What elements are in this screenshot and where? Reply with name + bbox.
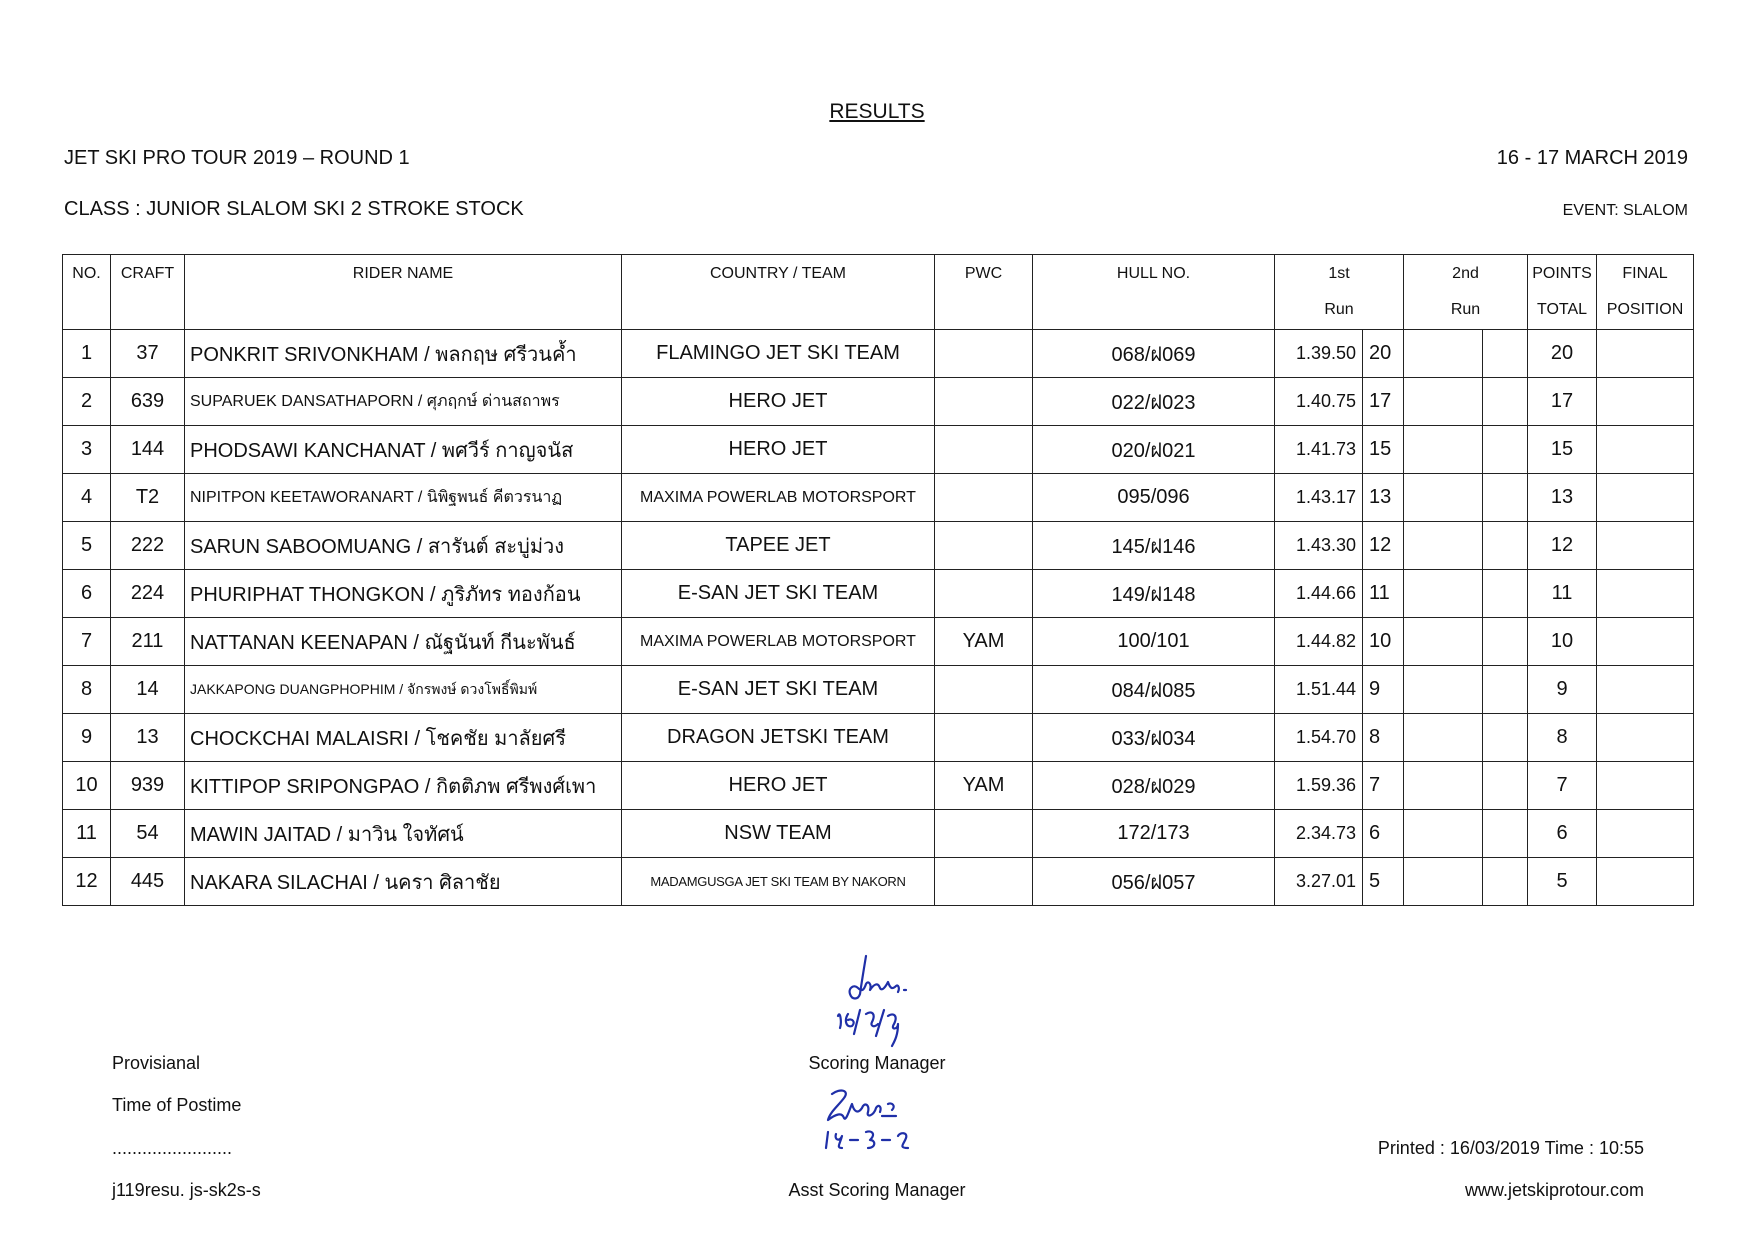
second-run-points [1483,474,1528,522]
country-team: NSW TEAM [622,810,935,858]
header-rider-name: RIDER NAME [185,255,622,330]
printed-timestamp: Printed : 16/03/2019 Time : 10:55 [1377,1138,1644,1158]
row-number: 1 [63,330,111,378]
rider-name: NIPITPON KEETAWORANART / นิพิฐพนธ์ คีตวรนาฏ [185,474,622,522]
pwc [935,330,1033,378]
second-run-points [1483,762,1528,810]
first-run-points: 12 [1363,522,1404,570]
pwc [935,426,1033,474]
points-total: 8 [1528,714,1597,762]
first-run-points: 15 [1363,426,1404,474]
table-row [63,522,1694,570]
craft-number: 211 [111,618,185,666]
first-run-time: 1.44.66 [1275,570,1363,618]
first-run-points: 9 [1363,666,1404,714]
second-run-points [1483,618,1528,666]
header-no: NO. [63,255,111,330]
rider-name: NAKARA SILACHAI / นครา ศิลาชัย [185,858,622,906]
scoring-manager-signature [818,950,928,1050]
header-country-team: COUNTRY / TEAM [622,255,935,330]
second-run-time [1404,810,1483,858]
second-run-points [1483,810,1528,858]
country-team: E-SAN JET SKI TEAM [622,570,935,618]
final-position [1597,762,1694,810]
rider-name: PHURIPHAT THONGKON / ภูริภัทร ทองก้อน [185,570,622,618]
hull-number: 033/ฝ034 [1033,714,1275,762]
table-row [63,330,1694,378]
table-row [63,810,1694,858]
rider-name: CHOCKCHAI MALAISRI / โชคชัย มาลัยศรี [185,714,622,762]
final-position [1597,810,1694,858]
row-number: 12 [63,858,111,906]
table-row [63,474,1694,522]
table-row [63,714,1694,762]
first-run-points: 13 [1363,474,1404,522]
rider-name: PHODSAWI KANCHANAT / พศวีร์ กาญจนัส [185,426,622,474]
first-run-time: 1.41.73 [1275,426,1363,474]
first-run-time: 1.39.50 [1275,330,1363,378]
points-total: 15 [1528,426,1597,474]
second-run-points [1483,714,1528,762]
final-position [1597,378,1694,426]
final-position [1597,330,1694,378]
table-row [63,570,1694,618]
row-number: 5 [63,522,111,570]
class-label: CLASS : JUNIOR SLALOM SKI 2 STROKE STOCK [64,198,524,220]
header-hull-no: HULL NO. [1033,255,1275,330]
row-number: 2 [63,378,111,426]
first-run-points: 5 [1363,858,1404,906]
first-run-time: 1.43.30 [1275,522,1363,570]
table-row [63,666,1694,714]
country-team: MAXIMA POWERLAB MOTORSPORT [622,618,935,666]
craft-number: 54 [111,810,185,858]
country-team: MAXIMA POWERLAB MOTORSPORT [622,474,935,522]
page-title: RESULTS [829,100,925,123]
final-position [1597,618,1694,666]
country-team: HERO JET [622,426,935,474]
craft-number: 37 [111,330,185,378]
pwc [935,522,1033,570]
final-position [1597,858,1694,906]
country-team: MADAMGUSGA JET SKI TEAM BY NAKORN [622,858,935,906]
craft-number: 224 [111,570,185,618]
table-row [63,426,1694,474]
second-run-points [1483,666,1528,714]
first-run-time: 3.27.01 [1275,858,1363,906]
points-total: 5 [1528,858,1597,906]
pwc [935,666,1033,714]
pwc [935,858,1033,906]
points-total: 9 [1528,666,1597,714]
second-run-time [1404,858,1483,906]
first-run-points: 8 [1363,714,1404,762]
points-total: 20 [1528,330,1597,378]
event-type: EVENT: SLALOM [1562,202,1688,219]
row-number: 3 [63,426,111,474]
country-team: E-SAN JET SKI TEAM [622,666,935,714]
pwc [935,810,1033,858]
final-position [1597,666,1694,714]
final-position [1597,714,1694,762]
rider-name: MAWIN JAITAD / มาวิน ใจทัศน์ [185,810,622,858]
country-team: TAPEE JET [622,522,935,570]
country-team: HERO JET [622,378,935,426]
hull-number: 145/ฝ146 [1033,522,1275,570]
first-run-time: 1.43.17 [1275,474,1363,522]
country-team: DRAGON JETSKI TEAM [622,714,935,762]
pwc [935,474,1033,522]
pwc: YAM [935,762,1033,810]
table-row [63,618,1694,666]
first-run-time: 1.54.70 [1275,714,1363,762]
row-number: 10 [63,762,111,810]
points-total: 13 [1528,474,1597,522]
event-name: JET SKI PRO TOUR 2019 – ROUND 1 [64,147,410,169]
row-number: 7 [63,618,111,666]
header-row [63,255,1694,330]
second-run-points [1483,330,1528,378]
final-position [1597,474,1694,522]
second-run-time [1404,378,1483,426]
hull-number: 084/ฝ085 [1033,666,1275,714]
second-run-points [1483,378,1528,426]
header-second-run: 2nd Run [1404,255,1528,330]
row-number: 9 [63,714,111,762]
pwc: YAM [935,618,1033,666]
first-run-points: 10 [1363,618,1404,666]
points-total: 11 [1528,570,1597,618]
country-team: HERO JET [622,762,935,810]
results-table [62,254,1694,906]
hull-number: 068/ฝ069 [1033,330,1275,378]
first-run-time: 1.44.82 [1275,618,1363,666]
row-number: 6 [63,570,111,618]
event-date: 16 - 17 MARCH 2019 [1496,147,1688,169]
points-total: 17 [1528,378,1597,426]
first-run-points: 17 [1363,378,1404,426]
country-team: FLAMINGO JET SKI TEAM [622,330,935,378]
craft-number: 639 [111,378,185,426]
first-run-time: 1.40.75 [1275,378,1363,426]
website-link[interactable]: www.jetskiprotour.com [1464,1180,1644,1200]
final-position [1597,570,1694,618]
hull-number: 022/ฝ023 [1033,378,1275,426]
header-first-run: 1st Run [1275,255,1404,330]
second-run-points [1483,522,1528,570]
asst-scoring-manager-label: Asst Scoring Manager [788,1180,966,1200]
second-run-time [1404,618,1483,666]
second-run-time [1404,570,1483,618]
table-row [63,762,1694,810]
hull-number: 100/101 [1033,618,1275,666]
scoring-manager-label: Scoring Manager [808,1053,946,1073]
final-position [1597,426,1694,474]
second-run-time [1404,330,1483,378]
second-run-points [1483,858,1528,906]
rider-name: NATTANAN KEENAPAN / ณัฐนันท์ กีนะพันธ์ [185,618,622,666]
points-total: 7 [1528,762,1597,810]
second-run-time [1404,666,1483,714]
pwc [935,570,1033,618]
second-run-time [1404,426,1483,474]
second-run-points [1483,570,1528,618]
rider-name: SUPARUEK DANSATHAPORN / ศุภฤกษ์ ด่านสถาพร [185,378,622,426]
first-run-points: 6 [1363,810,1404,858]
rider-name: PONKRIT SRIVONKHAM / พลกฤษ ศรีวนค้ำ [185,330,622,378]
final-position [1597,522,1694,570]
craft-number: 14 [111,666,185,714]
hull-number: 020/ฝ021 [1033,426,1275,474]
hull-number: 149/ฝ148 [1033,570,1275,618]
first-run-points: 11 [1363,570,1404,618]
hull-number: 028/ฝ029 [1033,762,1275,810]
table-row [63,858,1694,906]
header-craft: CRAFT [111,255,185,330]
craft-number: 939 [111,762,185,810]
first-run-time: 2.34.73 [1275,810,1363,858]
first-run-time: 1.51.44 [1275,666,1363,714]
provisional-label: Provisianal [112,1053,201,1073]
craft-number: 445 [111,858,185,906]
second-run-points [1483,426,1528,474]
postime-blank: ........................ [112,1138,233,1158]
second-run-time [1404,522,1483,570]
header-pwc: PWC [935,255,1033,330]
second-run-time [1404,714,1483,762]
points-total: 10 [1528,618,1597,666]
second-run-time [1404,474,1483,522]
first-run-points: 20 [1363,330,1404,378]
second-run-time [1404,762,1483,810]
table-row [63,378,1694,426]
hull-number: 056/ฝ057 [1033,858,1275,906]
points-total: 12 [1528,522,1597,570]
file-code: j119resu. js-sk2s-s [112,1180,261,1200]
craft-number: 222 [111,522,185,570]
points-total: 6 [1528,810,1597,858]
first-run-points: 7 [1363,762,1404,810]
header-points-total: POINTS TOTAL [1528,255,1597,330]
time-of-postime-label: Time of Postime [112,1095,242,1115]
craft-number: 144 [111,426,185,474]
pwc [935,378,1033,426]
row-number: 11 [63,810,111,858]
craft-number: 13 [111,714,185,762]
hull-number: 095/096 [1033,474,1275,522]
row-number: 4 [63,474,111,522]
craft-number: T2 [111,474,185,522]
rider-name: KITTIPOP SRIPONGPAO / กิตติภพ ศรีพงศ์เพา [185,762,622,810]
first-run-time: 1.59.36 [1275,762,1363,810]
pwc [935,714,1033,762]
rider-name: SARUN SABOOMUANG / สารันต์ สะบู่ม่วง [185,522,622,570]
asst-scoring-manager-signature [818,1088,928,1158]
hull-number: 172/173 [1033,810,1275,858]
row-number: 8 [63,666,111,714]
header-final-position: FINAL POSITION [1597,255,1694,330]
rider-name: JAKKAPONG DUANGPHOPHIM / จักรพงษ์ ดวงโพธิ์พิมพ์ [185,666,622,714]
